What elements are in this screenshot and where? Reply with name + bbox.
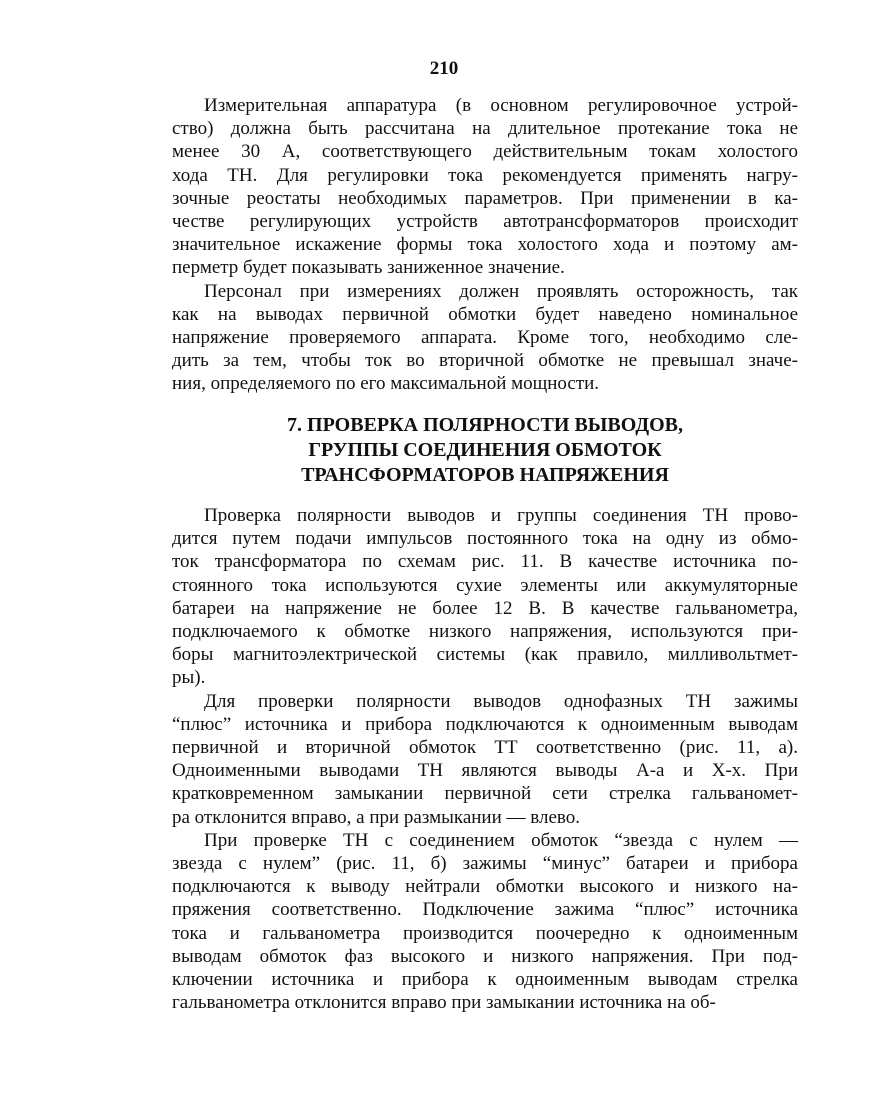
text-line: гальванометра отклонится вправо при замыкании источника на об- [172, 992, 716, 1014]
heading-line: ГРУППЫ СОЕДИНЕНИЯ ОБМОТОК [308, 439, 662, 461]
text-line: честве регулирующих устройств автотрансформаторов происходит [172, 211, 798, 233]
text-line: ключении источника и прибора к одноименным выводам стрелка [172, 969, 798, 991]
text-line: ния, определяемого по его максимальной мощности. [172, 373, 600, 395]
text-line: выводам обмоток фаз высокого и низкого напряжения. При под- [172, 945, 798, 967]
text-line: “плюс” источника и прибора подключаются к одноименным выводам [172, 713, 798, 735]
text-line: перметр будет показывать заниженное значение. [172, 257, 565, 279]
paragraph [172, 829, 798, 1015]
text-line: дить за тем, чтобы ток во вторичной обмотке не превышал значе- [172, 350, 798, 372]
text-line: менее 30 А, соответствующего действительным токам холостого [172, 141, 798, 163]
text-block-main [172, 504, 798, 1014]
text-line: ра отклонится вправо, а при размыкании — влево. [172, 806, 580, 828]
text-line: боры магнитоэлектрической системы (как правило, милливольтмет- [172, 644, 798, 666]
text-line: Измерительная аппаратура (в основном регулировочное устрой- [204, 95, 798, 116]
paragraph [172, 94, 798, 280]
section-heading [172, 413, 798, 488]
heading-line: 7. ПРОВЕРКА ПОЛЯРНОСТИ ВЫВОДОВ, [287, 414, 683, 436]
text-line: Одноименными выводами ТН являются выводы А-а и Х-х. При [172, 760, 798, 782]
text-line: подключаемого к обмотке низкого напряжения, используются при- [172, 621, 798, 643]
text-line: как на выводах первичной обмотки будет наведено номинальное [172, 303, 798, 325]
text-line: Проверка полярности выводов и группы соединения ТН прово- [204, 505, 798, 526]
text-line: дится путем подачи импульсов постоянного тока на одну из обмо- [172, 528, 798, 550]
text-line: тока и гальванометра производится поочередно к одноименным [172, 922, 798, 944]
paragraph [172, 690, 798, 829]
text-block-top [172, 94, 798, 396]
text-line: первичной и вторичной обмоток ТТ соответственно (рис. 11, а). [172, 737, 798, 759]
paragraph [172, 504, 798, 690]
page-number: 210 [429, 58, 459, 79]
text-line: напряжение проверяемого аппарата. Кроме того, необходимо сле- [172, 327, 798, 349]
heading-line: ТРАНСФОРМАТОРОВ НАПРЯЖЕНИЯ [301, 464, 669, 486]
text-line: Персонал при измерениях должен проявлять осторожность, так [204, 280, 798, 302]
text-line: ры). [172, 667, 206, 689]
text-line: подключаются к выводу нейтрали обмотки высокого и низкого на- [172, 876, 798, 898]
text-line: стоянного тока используются сухие элементы или аккумуляторные [172, 574, 798, 596]
text-line: кратковременном замыкании первичной сети стрелка гальваномет- [172, 783, 798, 805]
text-line: хода ТН. Для регулировки тока рекомендуется применять нагру- [172, 164, 798, 186]
text-line: зочные реостаты необходимых параметров. При применении в ка- [172, 187, 798, 209]
paragraph [172, 280, 798, 396]
text-line: значительное искажение формы тока холостого хода и поэтому ам- [172, 234, 798, 256]
text-line: звезда с нулем” (рис. 11, б) зажимы “минус” батареи и прибора [172, 853, 798, 875]
text-line: ство) должна быть рассчитана на длительное протекание тока не [172, 118, 798, 140]
text-line: При проверке ТН с соединением обмоток “звезда с нулем — [204, 829, 798, 851]
text-line: батареи на напряжение не более 12 В. В качестве гальванометра, [172, 597, 798, 619]
text-line: Для проверки полярности выводов однофазных ТН зажимы [204, 690, 798, 712]
text-line: пряжения соответственно. Подключение зажима “плюс” источника [172, 899, 798, 921]
text-line: ток трансформатора по схемам рис. 11. В качестве источника по- [172, 551, 798, 573]
